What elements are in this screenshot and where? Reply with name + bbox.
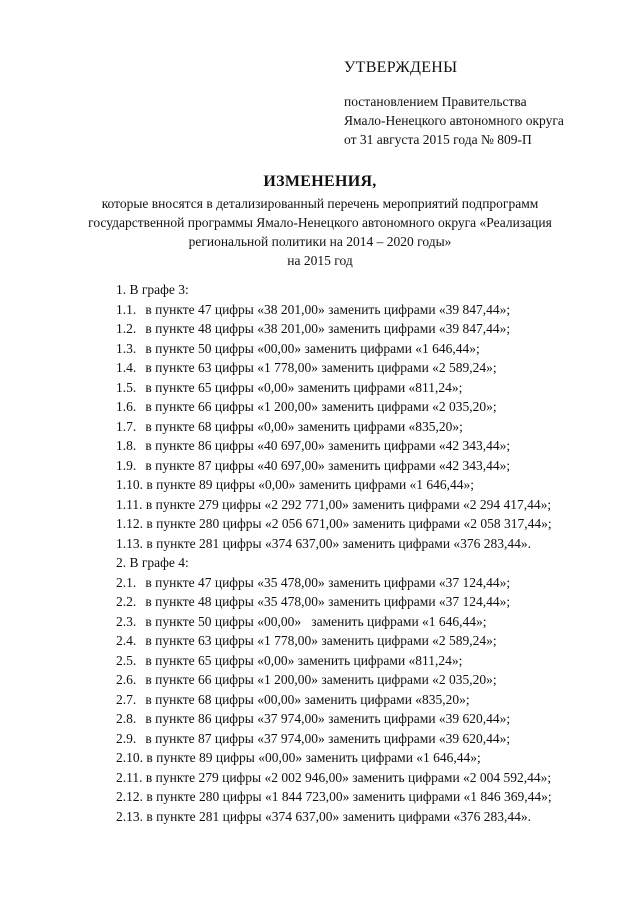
item-text: в пункте 63 цифры «1 778,00» заменить цифрами «2 589,24»; bbox=[145, 360, 497, 375]
item-number: 2.5. bbox=[116, 652, 137, 668]
list-item bbox=[116, 378, 616, 398]
list-item bbox=[116, 709, 616, 729]
item-text: в пункте 279 цифры «2 292 771,00» заменить цифрами «2 294 417,44»; bbox=[145, 496, 552, 512]
subtitle-line: государственной программы Ямало-Ненецкого автономного округа «Реализация bbox=[88, 215, 552, 230]
item-text: в пункте 47 цифры «38 201,00» заменить цифрами «39 847,44»; bbox=[145, 301, 511, 317]
item-number: 1.4. bbox=[116, 360, 137, 375]
list-item bbox=[116, 651, 616, 671]
list-item bbox=[116, 436, 616, 456]
item-text: в пункте 87 цифры «40 697,00» заменить цифрами «42 343,44»; bbox=[145, 457, 511, 473]
approval-line: постановлением Правительства bbox=[344, 94, 527, 109]
list-item bbox=[116, 475, 616, 495]
item-number: 2.12. bbox=[116, 789, 143, 804]
item-text: в пункте 65 цифры «0,00» заменить цифрами «811,24»; bbox=[145, 379, 463, 395]
item-number: 1.10. bbox=[116, 477, 143, 492]
item-text: в пункте 86 цифры «40 697,00» заменить цифрами «42 343,44»; bbox=[145, 438, 511, 453]
item-text: в пункте 279 цифры «2 002 946,00» заменить цифрами «2 004 592,44»; bbox=[145, 769, 552, 785]
approval-line: Ямало-Ненецкого автономного округа bbox=[344, 113, 564, 128]
item-text: в пункте 68 цифры «0,00» заменить цифрами «835,20»; bbox=[145, 418, 463, 434]
list-item bbox=[116, 300, 616, 320]
item-text: в пункте 65 цифры «0,00» заменить цифрами «811,24»; bbox=[145, 652, 463, 668]
list-item bbox=[116, 397, 616, 417]
subtitle-line: которые вносятся в детализированный перечень мероприятий подпрограмм bbox=[101, 196, 539, 211]
item-number: 2.11. bbox=[116, 769, 143, 785]
item-number: 1.12. bbox=[116, 516, 143, 531]
item-text: в пункте 89 цифры «0,00» заменить цифрами «1 646,44»; bbox=[146, 477, 475, 492]
item-number: 1.13. bbox=[116, 535, 143, 551]
list-item bbox=[116, 319, 616, 339]
section-title: 2. В графе 4: bbox=[116, 555, 189, 570]
list-item bbox=[116, 495, 616, 515]
list-item bbox=[116, 612, 616, 632]
item-text: в пункте 66 цифры «1 200,00» заменить цифрами «2 035,20»; bbox=[145, 672, 497, 687]
approval-line: от 31 августа 2015 года № 809-П bbox=[344, 132, 532, 147]
list-item bbox=[116, 807, 616, 827]
list-item bbox=[116, 339, 616, 359]
list-item bbox=[116, 768, 616, 788]
item-text: в пункте 87 цифры «37 974,00» заменить цифрами «39 620,44»; bbox=[145, 730, 511, 746]
list-item bbox=[116, 573, 616, 593]
section-title: 1. В графе 3: bbox=[116, 282, 189, 297]
item-number: 2.4. bbox=[116, 633, 137, 648]
list-item bbox=[116, 631, 616, 651]
item-text: в пункте 280 цифры «1 844 723,00» заменить цифрами «1 846 369,44»; bbox=[146, 789, 552, 804]
list-item bbox=[116, 592, 616, 612]
item-number: 1.1. bbox=[116, 301, 137, 317]
item-text: в пункте 86 цифры «37 974,00» заменить цифрами «39 620,44»; bbox=[145, 711, 511, 726]
list-item bbox=[116, 534, 616, 554]
approval-heading: УТВЕРЖДЕНЫ bbox=[344, 59, 458, 76]
list-item bbox=[116, 690, 616, 710]
list-item bbox=[116, 787, 616, 807]
item-text: в пункте 66 цифры «1 200,00» заменить цифрами «2 035,20»; bbox=[145, 399, 497, 414]
subtitle-line: на 2015 год bbox=[287, 253, 353, 268]
item-text: в пункте 89 цифры «00,00» заменить цифрами «1 646,44»; bbox=[146, 750, 481, 765]
item-text: в пункте 68 цифры «00,00» заменить цифрами «835,20»; bbox=[145, 691, 470, 707]
list-item bbox=[116, 670, 616, 690]
item-number: 1.3. bbox=[116, 340, 137, 356]
item-number: 2.10. bbox=[116, 750, 143, 765]
item-number: 2.6. bbox=[116, 672, 137, 687]
item-text: в пункте 50 цифры «00,00» заменить цифрами «1 646,44»; bbox=[145, 613, 487, 629]
item-number: 1.6. bbox=[116, 399, 137, 414]
item-number: 1.2. bbox=[116, 321, 137, 336]
list-item bbox=[116, 456, 616, 476]
subtitle-line: региональной политики на 2014 – 2020 годы» bbox=[188, 234, 452, 249]
title-block bbox=[60, 172, 580, 270]
document-title: ИЗМЕНЕНИЯ, bbox=[263, 173, 377, 190]
item-number: 1.5. bbox=[116, 379, 137, 395]
list-item bbox=[116, 514, 616, 534]
item-text: в пункте 48 цифры «38 201,00» заменить цифрами «39 847,44»; bbox=[145, 321, 511, 336]
item-number: 1.8. bbox=[116, 438, 137, 453]
item-number: 1.7. bbox=[116, 418, 137, 434]
item-number: 2.3. bbox=[116, 613, 137, 629]
item-number: 2.7. bbox=[116, 691, 137, 707]
item-number: 2.13. bbox=[116, 808, 143, 824]
item-number: 2.9. bbox=[116, 730, 137, 746]
item-number: 2.2. bbox=[116, 594, 137, 609]
item-number: 2.8. bbox=[116, 711, 137, 726]
item-text: в пункте 47 цифры «35 478,00» заменить цифрами «37 124,44»; bbox=[145, 574, 511, 590]
approval-block bbox=[344, 58, 614, 149]
item-text: в пункте 63 цифры «1 778,00» заменить цифрами «2 589,24»; bbox=[145, 633, 497, 648]
item-text: в пункте 48 цифры «35 478,00» заменить цифрами «37 124,44»; bbox=[145, 594, 511, 609]
list-item bbox=[116, 729, 616, 749]
item-text: в пункте 281 цифры «374 637,00» заменить цифрами «376 283,44». bbox=[146, 535, 532, 551]
item-number: 1.9. bbox=[116, 457, 137, 473]
list-item bbox=[116, 748, 616, 768]
changes-list bbox=[116, 280, 616, 826]
item-text: в пункте 280 цифры «2 056 671,00» заменить цифрами «2 058 317,44»; bbox=[146, 516, 552, 531]
list-item bbox=[116, 417, 616, 437]
item-number: 1.11. bbox=[116, 496, 143, 512]
item-text: в пункте 281 цифры «374 637,00» заменить цифрами «376 283,44». bbox=[146, 808, 532, 824]
item-text: в пункте 50 цифры «00,00» заменить цифрами «1 646,44»; bbox=[145, 340, 480, 356]
list-item bbox=[116, 358, 616, 378]
item-number: 2.1. bbox=[116, 574, 137, 590]
